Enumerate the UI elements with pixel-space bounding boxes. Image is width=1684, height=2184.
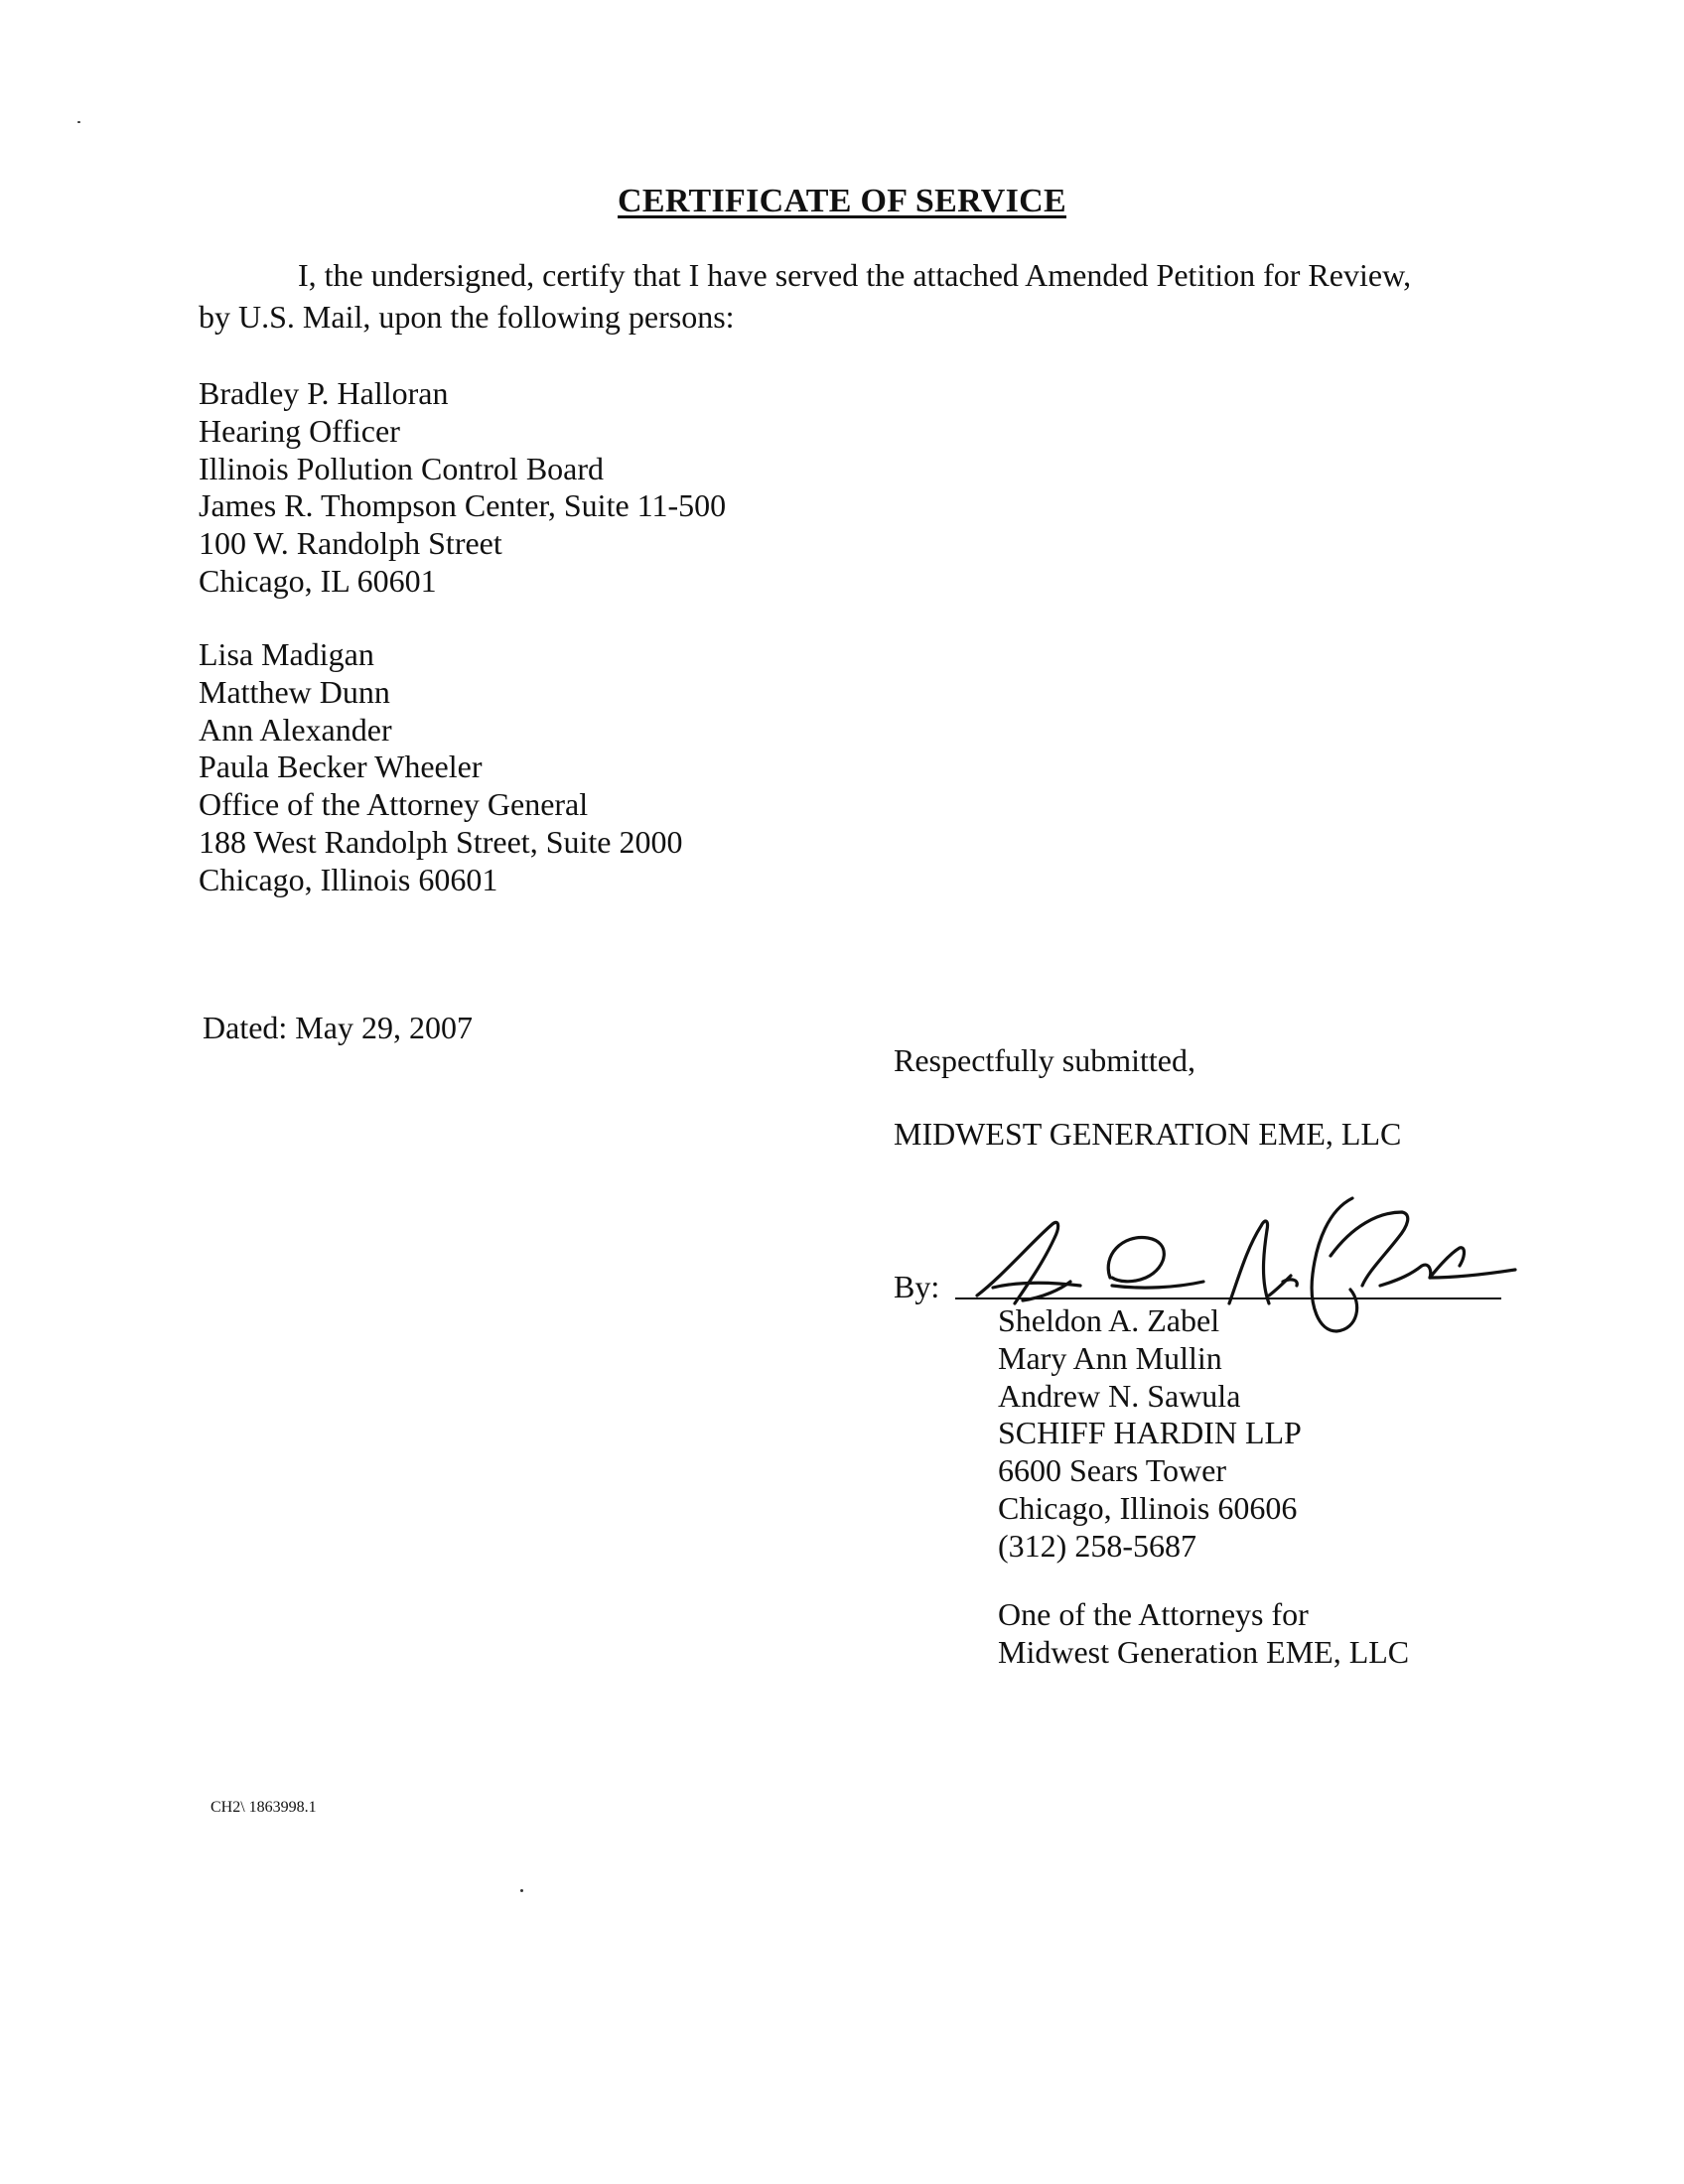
attorney-line: Sheldon A. Zabel bbox=[998, 1302, 1220, 1338]
attorney-line: Andrew N. Sawula bbox=[998, 1377, 1241, 1414]
address-line: 100 W. Randolph Street bbox=[199, 525, 502, 562]
attorneys-for-block bbox=[998, 1596, 1409, 1672]
address-line: James R. Thompson Center, Suite 11-500 bbox=[199, 487, 727, 524]
intro-paragraph bbox=[199, 254, 1499, 338]
recipient-address-2 bbox=[199, 636, 682, 899]
attorney-line: (312) 258-5687 bbox=[998, 1527, 1196, 1564]
company-name: MIDWEST GENERATION EME, LLC bbox=[894, 1116, 1402, 1152]
by-label: By: bbox=[894, 1269, 940, 1304]
attorney-signature-block bbox=[998, 1302, 1302, 1566]
dated-line: Dated: May 29, 2007 bbox=[203, 1010, 473, 1045]
attorneys-for-line: Midwest Generation EME, LLC bbox=[998, 1633, 1410, 1670]
scan-speck bbox=[77, 121, 80, 123]
intro-line-1: I, the undersigned, certify that I have served the attached Amended Petition for Review, bbox=[298, 257, 1412, 293]
document-id: CH2\ 1863998.1 bbox=[210, 1799, 317, 1816]
address-line: Chicago, IL 60601 bbox=[199, 562, 437, 599]
address-line: Illinois Pollution Control Board bbox=[199, 450, 605, 486]
attorneys-for-line: One of the Attorneys for bbox=[998, 1596, 1309, 1632]
recipient-address-1 bbox=[199, 375, 726, 601]
document-title: CERTIFICATE OF SERVICE bbox=[618, 183, 1066, 219]
address-line: Matthew Dunn bbox=[199, 673, 390, 710]
attorney-line: 6600 Sears Tower bbox=[998, 1452, 1227, 1489]
attorney-line: Chicago, Illinois 60606 bbox=[998, 1489, 1298, 1526]
address-line: 188 West Randolph Street, Suite 2000 bbox=[199, 823, 683, 860]
intro-line-2: by U.S. Mail, upon the following persons: bbox=[199, 299, 735, 335]
attorney-line: SCHIFF HARDIN LLP bbox=[998, 1415, 1302, 1451]
address-line: Ann Alexander bbox=[199, 711, 392, 748]
address-line: Paula Becker Wheeler bbox=[199, 749, 483, 785]
address-line: Chicago, Illinois 60601 bbox=[199, 861, 498, 897]
address-line: Bradley P. Halloran bbox=[199, 375, 449, 411]
scan-speck bbox=[520, 1889, 523, 1892]
address-line: Office of the Attorney General bbox=[199, 786, 589, 823]
closing-text: Respectfully submitted, bbox=[894, 1042, 1195, 1078]
attorney-line: Mary Ann Mullin bbox=[998, 1339, 1222, 1376]
address-line: Lisa Madigan bbox=[199, 636, 374, 672]
address-line: Hearing Officer bbox=[199, 412, 400, 449]
